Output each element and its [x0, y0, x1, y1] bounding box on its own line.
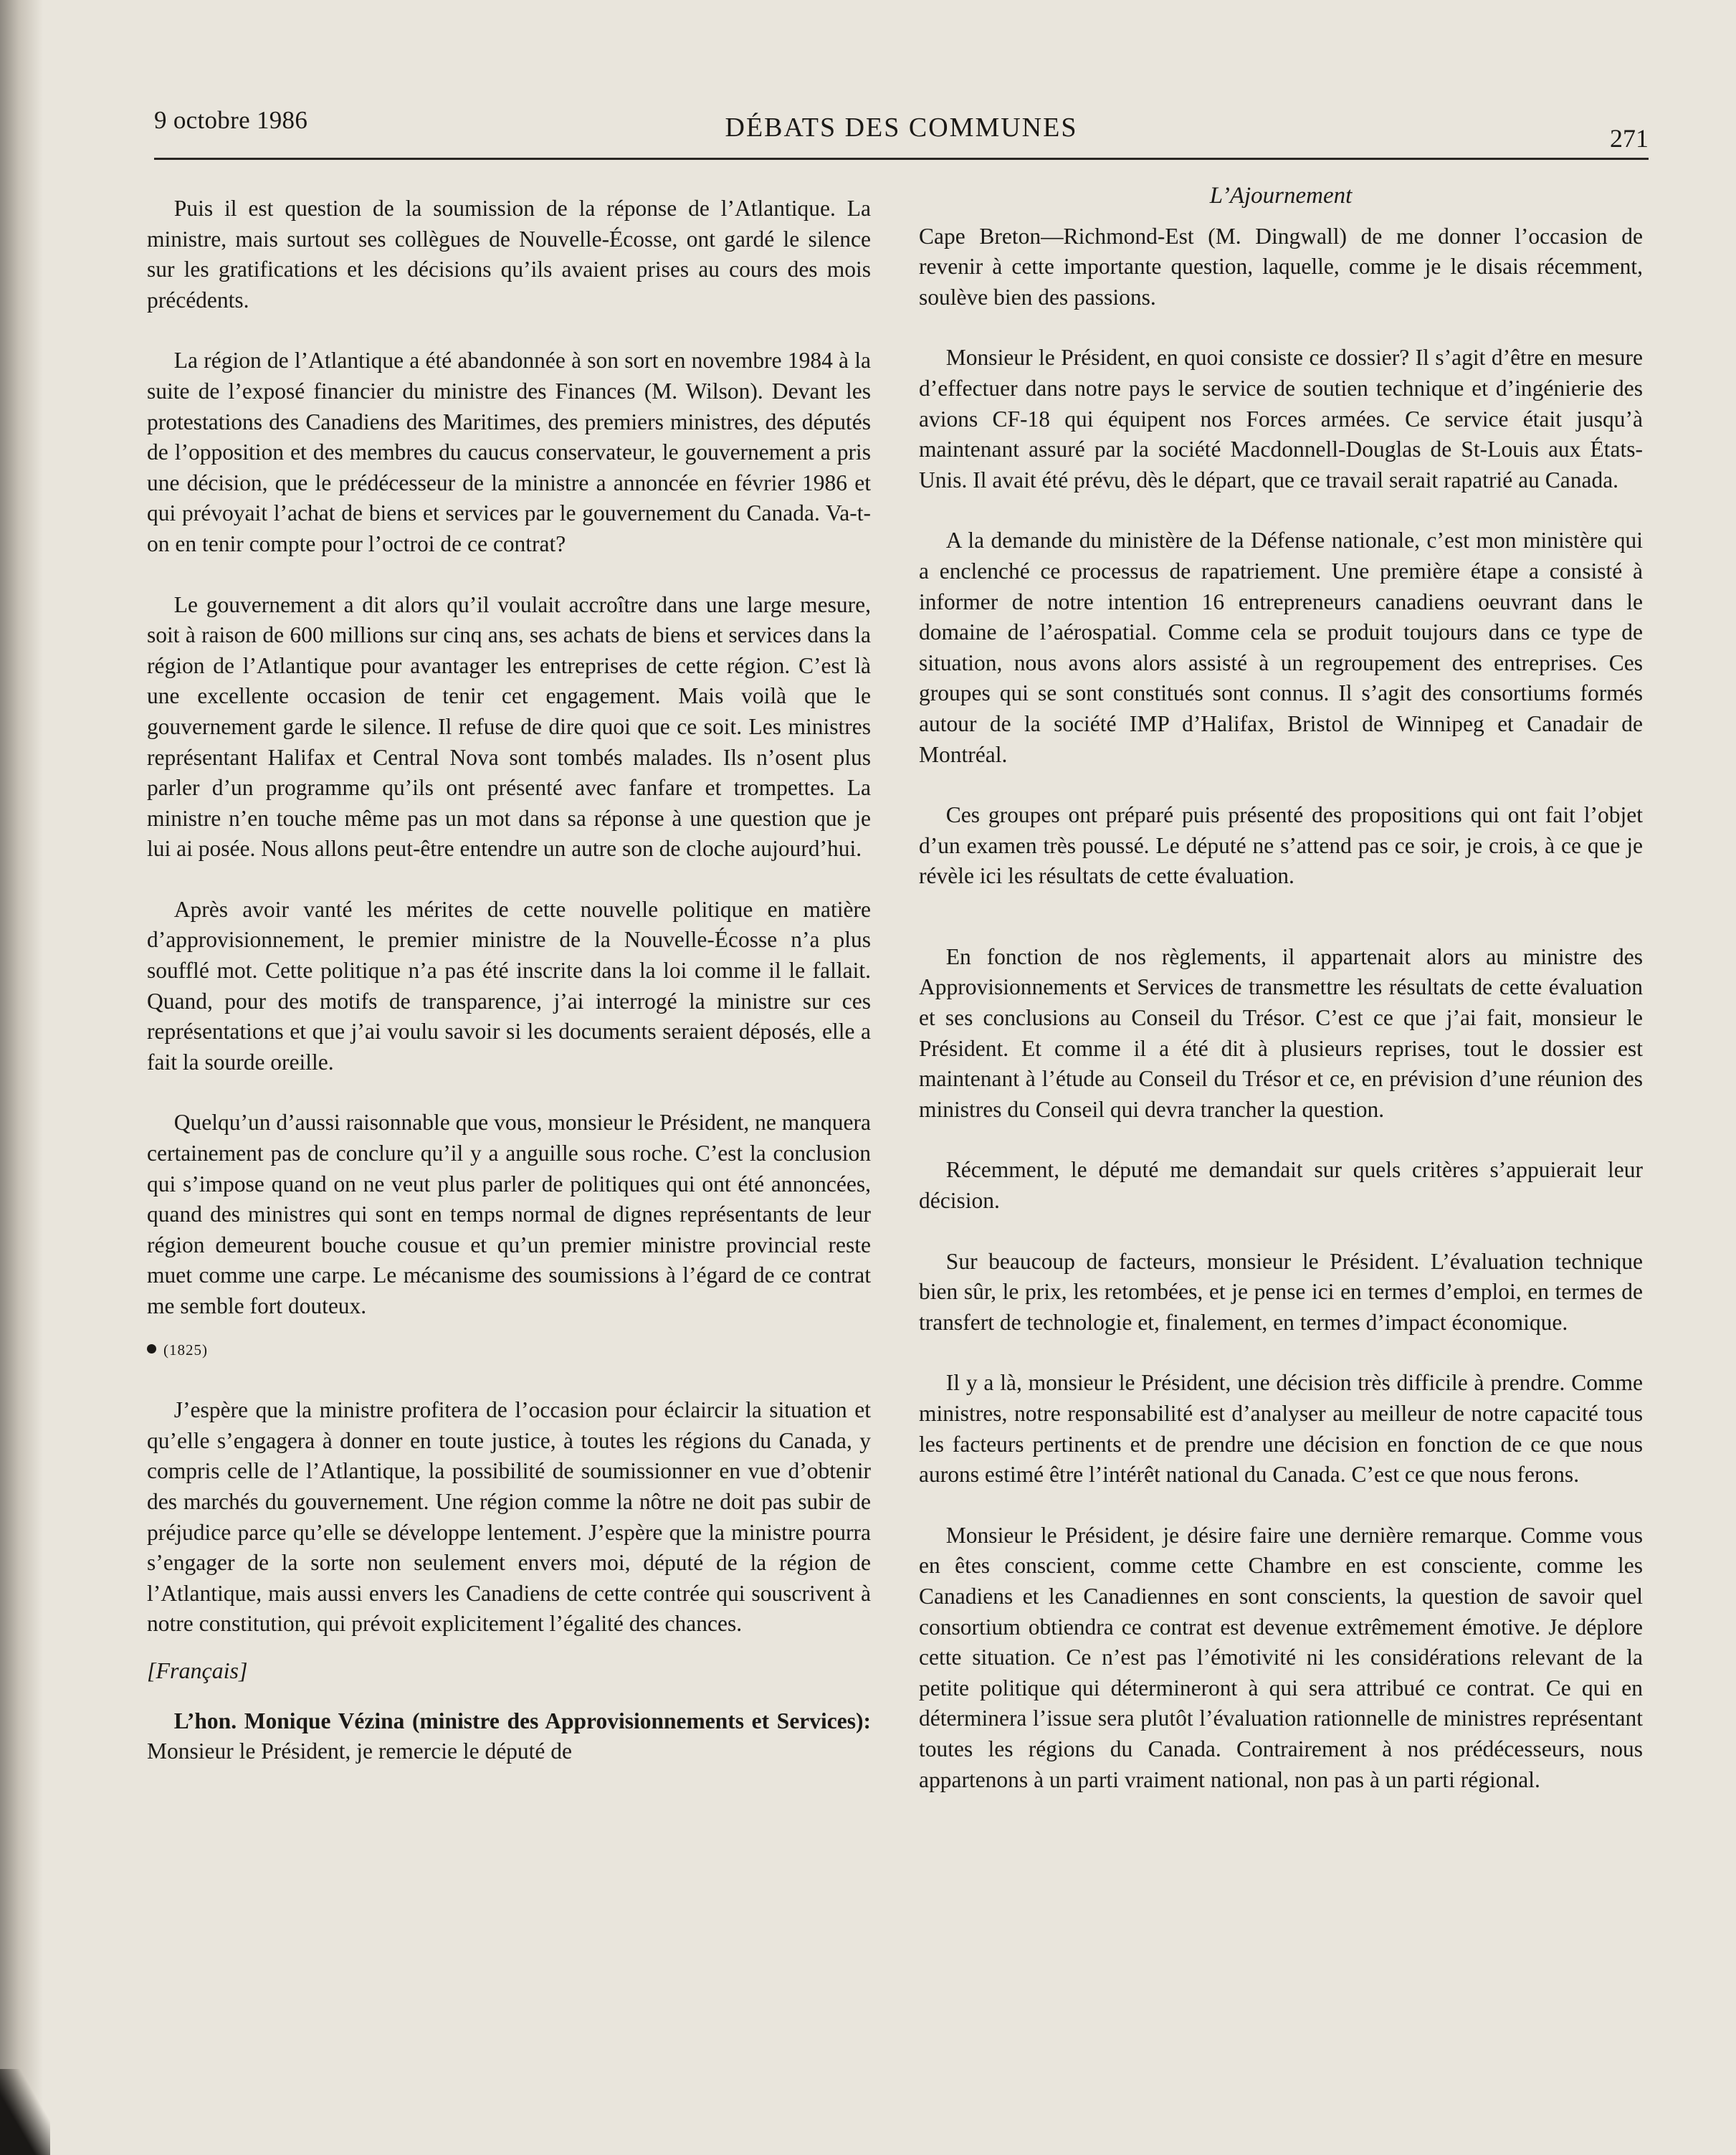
book-spine-shadow — [0, 0, 43, 2155]
page-corner-shadow — [0, 2069, 50, 2155]
language-note: [Français] — [147, 1657, 248, 1683]
speaker-paragraph — [147, 1706, 871, 1767]
header-date: 9 octobre 1986 — [154, 106, 308, 134]
bullet-dot-icon — [147, 1344, 156, 1354]
right-paragraph-8: Monsieur le Président, je désire faire une dernière remarque. Comme vous en êtes conscient, comme cette Chambre en est consciente, comme les Canadiens et les Canadiennes en sont conscients, la question de savoir quel consortium obtiendra ce contrat est devenue extrêmement émotive. Je déplore cette situation. Ce n’est pas l’émotivité ni les considérations relevant de la petite politique qui détermineront à qui sera attribué ce contrat. Ce qui en déterminera l’issue sera plutôt l’évaluation rationnelle de ministres représentant toutes les régions du Canada. Contrairement à nos prédécesseurs, nous appartenons à un parti vraiment national, non pas à un parti régional. — [919, 1522, 1643, 1792]
right-paragraph-5: Récemment, le député me demandait sur quels critères s’appuierait leur décision. — [919, 1157, 1643, 1214]
right-paragraph-6: Sur beaucoup de facteurs, monsieur le Président. L’évaluation technique bien sûr, le prix, les retombées, et je pense ici en termes d’emploi, en termes de transfert de technologie et, finalement, en termes d’impact économique. — [919, 1248, 1643, 1335]
left-paragraph-6: J’espère que la ministre profitera de l’occasion pour éclaircir la situation et qu’elle s’engagera à donner en toute justice, à toutes les régions du Canada, y compris celle de l’Atlantique, la possibilité de soumissionner en vue d’obtenir des marchés du gouvernement. Une région comme la nôtre ne doit pas subir de préjudice parce qu’elle se développe lentement. J’espère que la ministre pourra s’engager de la sorte non seulement envers moi, député de la région de l’Atlantique, mais aussi envers les Canadiens de cette contrée qui souscrivent à notre constitution, qui prévoit explicitement l’égalité des chances. — [147, 1397, 871, 1637]
left-paragraph-3: Le gouvernement a dit alors qu’il voulait accroître dans une large mesure, soit à raison de 600 millions sur cinq ans, ses achats de biens et services dans la région de l’Atlantique pour avantager les entreprises de cette région. C’est là une excellente occasion de tenir cet engagement. Mais voilà que le gouvernement garde le silence. Il refuse de dire quoi que ce soit. Les ministres représentant Halifax et Central Nova sont tombés malades. Ils n’osent plus parler d’un programme qu’ils ont présenté avec fanfare et trompettes. La ministre n’en touche même pas un mot dans sa réponse à une question que je lui ai posée. Nous allons peut-être entendre un autre son de cloche aujourd’hui. — [147, 591, 871, 862]
left-paragraph-4: Après avoir vanté les mérites de cette nouvelle politique en matière d’approvisionnement, le premier ministre de la Nouvelle-Écosse n’a plus soufflé mot. Cette politique n’a pas été inscrite dans la loi comme il le fallait. Quand, pour des motifs de transparence, j’ai interrogé la ministre sur ces représentations et que j’ai voulu savoir si les documents seraient déposés, elle a fait la sourde oreille. — [147, 896, 871, 1075]
right-continuation: Cape Breton—Richmond-Est (M. Dingwall) de me donner l’occasion de revenir à cette importante question, laquelle, comme je le disais récemment, soulève bien des passions. — [919, 223, 1643, 310]
right-column — [919, 181, 1643, 1825]
right-paragraph-4: En fonction de nos règlements, il appartenait alors au ministre des Approvisionnements et Services de transmettre les résultats de cette évaluation et ses conclusions au Conseil du Trésor. C’est ce que j’ai fait, monsieur le Président. Et comme il a été dit à plusieurs reprises, tout le dossier est maintenant à l’étude au Conseil du Trésor et ce, en prévision d’une réunion des ministres du Conseil qui devra trancher la question. — [919, 943, 1643, 1122]
right-paragraph-7: Il y a là, monsieur le Président, une décision très difficile à prendre. Comme ministres, notre responsabilité est d’analyser au meilleur de notre capacité tous les facteurs pertinents et de prendre une décision en fonction de ce que nous aurons estimé être l’intérêt national du Canada. C’est ce que nous ferons. — [919, 1370, 1643, 1488]
right-paragraph-2: A la demande du ministère de la Défense nationale, c’est mon ministère qui a enclenché ce processus de rapatriement. Une première étape a consisté à informer de notre intention 16 entrepreneurs canadiens oeuvrant dans le domaine de l’aérospatial. Comme cela se produit toujours dans ce type de situation, nous avons alors assisté à un regroupement des entreprises. Ces groupes qui se sont constitués sont connus. Il s’agit des consortiums formés autour de la société IMP d’Halifax, Bristol de Winnipeg et Canadair de Montréal. — [919, 528, 1643, 767]
left-paragraph-1: Puis il est question de la soumission de la réponse de l’Atlantique. La ministre, mais surtout ses collègues de Nouvelle-Écosse, ont gardé le silence sur les gratifications et les décisions qu’ils avaient prises au cours des mois précédents. — [147, 196, 871, 313]
left-column — [147, 194, 871, 1797]
right-paragraph-3: Ces groupes ont préparé puis présenté des propositions qui ont fait l’objet d’un examen très poussé. Le député ne s’attend pas ce soir, je crois, à ce que je révèle ici les résultats de cette évaluation. — [919, 802, 1643, 889]
left-paragraph-2: La région de l’Atlantique a été abandonnée à son sort en novembre 1984 à la suite de l’exposé financier du ministre des Finances (M. Wilson). Devant les protestations des Canadiens des Maritimes, des premiers ministres, des députés de l’opposition et des membres du caucus conservateur, le gouvernement a pris une décision, que le prédécesseur de la ministre a annoncée en février 1986 et qui prévoyait l’achat de biens et services par le gouvernement du Canada. Va-t-on en tenir compte pour l’octroi de ce contrat? — [147, 348, 871, 556]
time-marker-text: (1825) — [163, 1341, 208, 1359]
section-title: L’Ajournement — [1209, 183, 1353, 209]
time-marker — [147, 1335, 871, 1366]
running-header — [154, 100, 1649, 165]
speaker-text: Monsieur le Président, je remercie le député de — [147, 1738, 573, 1764]
header-title: DÉBATS DES COMMUNES — [725, 113, 1078, 143]
speaker-name: L’hon. Monique Vézina (ministre des Approvisionnements et Services): — [173, 1708, 871, 1733]
right-paragraph-1: Monsieur le Président, en quoi consiste ce dossier? Il s’agit d’être en mesure d’effectuer dans notre pays le service de soutien technique et d’ingénierie des avions CF-18 qui équipent nos Forces armées. Ce service était jusqu’à maintenant assuré par la société Macdonnell-Douglas de St-Louis aux États-Unis. Il avait été prévu, dès le départ, que ce travail serait rapatrié au Canada. — [919, 345, 1643, 493]
header-page-number: 271 — [1610, 124, 1649, 153]
header-rule — [154, 158, 1649, 160]
left-paragraph-5: Quelqu’un d’aussi raisonnable que vous, monsieur le Président, ne manquera certainement pas de conclure qu’il y a anguille sous roche. C’est la conclusion qui s’impose quand on ne veut plus parler de politiques qui ont été annoncées, quand des ministres qui sont en temps normal de dignes représentants de leur région demeurent bouche cousue et qu’un premier ministre provincial reste muet comme une carpe. Le mécanisme des soumissions à l’égard de ce contrat me semble fort douteux. — [147, 1110, 871, 1318]
